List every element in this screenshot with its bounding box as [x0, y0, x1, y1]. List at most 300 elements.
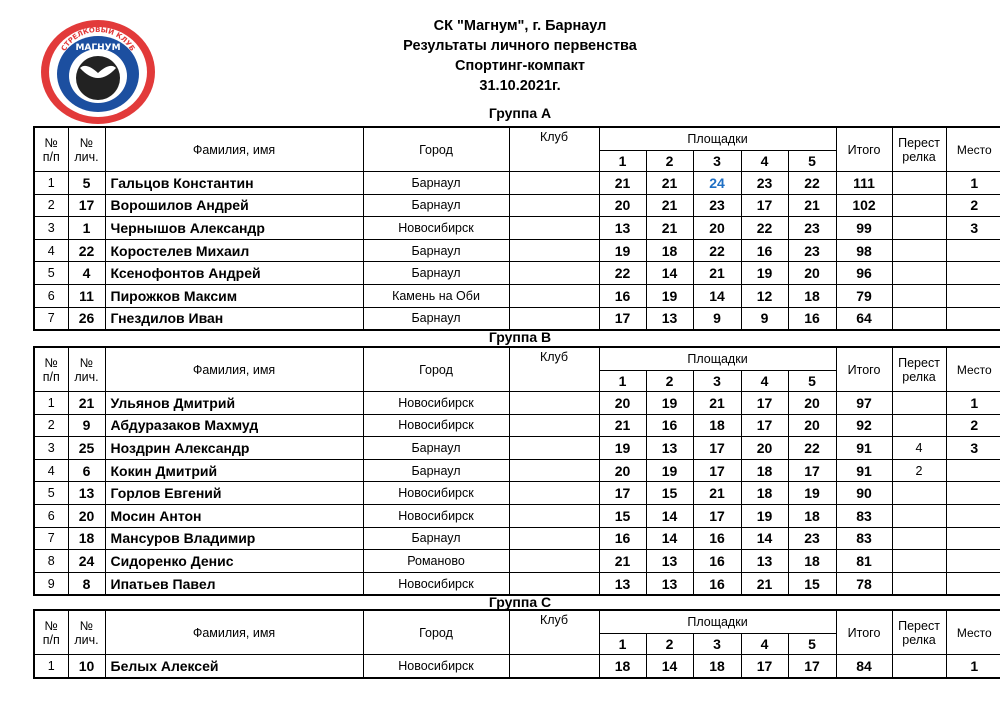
row-shootoff	[892, 262, 946, 285]
row-site-score-5: 20	[788, 414, 836, 437]
row-place	[946, 482, 1000, 505]
header-title: Результаты личного первенства	[403, 38, 637, 54]
row-license: 20	[68, 504, 105, 527]
row-total: 90	[836, 482, 892, 505]
col-header-lic-top: №	[79, 618, 94, 633]
col-header-site-5: 5	[788, 371, 836, 392]
row-name: Ксенофонтов Андрей	[105, 262, 363, 285]
col-header-city: Город	[363, 127, 509, 172]
row-site-score-3: 20	[693, 217, 741, 240]
row-place	[946, 239, 1000, 262]
row-site-score-5: 23	[788, 527, 836, 550]
row-total: 79	[836, 284, 892, 307]
col-header-site-3: 3	[693, 151, 741, 172]
row-index: 3	[34, 217, 68, 240]
row-license: 22	[68, 239, 105, 262]
col-header-shootoff	[892, 610, 946, 655]
row-site-score-5: 22	[788, 437, 836, 460]
row-site-score-2: 21	[646, 217, 693, 240]
row-place	[946, 459, 1000, 482]
table-row	[34, 262, 1000, 285]
row-place: 2	[946, 414, 1000, 437]
row-site-score-1: 21	[599, 550, 646, 573]
row-club	[509, 527, 599, 550]
club-logo	[38, 18, 158, 126]
row-name: Мансуров Владимир	[105, 527, 363, 550]
col-header-site-5: 5	[788, 151, 836, 172]
row-shootoff	[892, 655, 946, 678]
row-index: 2	[34, 414, 68, 437]
row-site-score-4: 16	[741, 239, 788, 262]
row-club	[509, 459, 599, 482]
results-table	[33, 609, 1000, 679]
row-city: Барнаул	[363, 307, 509, 330]
row-index: 9	[34, 572, 68, 595]
col-header-lic-bottom: лич.	[74, 369, 99, 384]
row-site-score-3: 18	[693, 414, 741, 437]
row-place: 1	[946, 172, 1000, 195]
table-header-row	[34, 127, 1000, 151]
row-place	[946, 572, 1000, 595]
row-site-score-4: 17	[741, 414, 788, 437]
col-header-city: Город	[363, 347, 509, 392]
col-header-shootoff-bottom: релка	[902, 632, 936, 647]
row-site-score-2: 19	[646, 284, 693, 307]
row-place	[946, 284, 1000, 307]
row-name: Сидоренко Денис	[105, 550, 363, 573]
row-shootoff	[892, 194, 946, 217]
row-index: 1	[34, 392, 68, 415]
col-header-site-3: 3	[693, 371, 741, 392]
row-shootoff: 2	[892, 459, 946, 482]
row-club	[509, 262, 599, 285]
row-total: 96	[836, 262, 892, 285]
row-city: Барнаул	[363, 459, 509, 482]
row-site-score-5: 16	[788, 307, 836, 330]
row-site-score-3: 23	[693, 194, 741, 217]
col-header-lic	[68, 347, 105, 392]
row-club	[509, 504, 599, 527]
row-site-score-2: 16	[646, 414, 693, 437]
row-site-score-3: 14	[693, 284, 741, 307]
row-shootoff	[892, 527, 946, 550]
table-row	[34, 414, 1000, 437]
row-city: Новосибирск	[363, 217, 509, 240]
row-site-score-2: 13	[646, 572, 693, 595]
row-club	[509, 414, 599, 437]
col-header-city: Город	[363, 610, 509, 655]
row-total: 64	[836, 307, 892, 330]
col-header-site-5: 5	[788, 634, 836, 655]
row-site-score-4: 19	[741, 262, 788, 285]
row-site-score-3: 17	[693, 437, 741, 460]
col-header-total: Итого	[836, 610, 892, 655]
table-row	[34, 550, 1000, 573]
row-place: 3	[946, 437, 1000, 460]
row-name: Чернышов Александр	[105, 217, 363, 240]
table-row	[34, 172, 1000, 195]
row-club	[509, 572, 599, 595]
row-club	[509, 194, 599, 217]
header-discipline: Спортинг-компакт	[454, 58, 586, 74]
row-site-score-1: 21	[599, 172, 646, 195]
row-license: 10	[68, 655, 105, 678]
row-name: Гнездилов Иван	[105, 307, 363, 330]
table-row	[34, 284, 1000, 307]
row-name: Коростелев Михаил	[105, 239, 363, 262]
row-name: Ноздрин Александр	[105, 437, 363, 460]
col-header-site-2: 2	[646, 371, 693, 392]
row-city: Камень на Оби	[363, 284, 509, 307]
row-license: 21	[68, 392, 105, 415]
row-site-score-1: 20	[599, 194, 646, 217]
row-site-score-5: 20	[788, 392, 836, 415]
col-header-shootoff	[892, 347, 946, 392]
row-total: 92	[836, 414, 892, 437]
col-header-site-4: 4	[741, 371, 788, 392]
table-row	[34, 239, 1000, 262]
row-license: 17	[68, 194, 105, 217]
row-site-score-5: 22	[788, 172, 836, 195]
row-total: 91	[836, 459, 892, 482]
row-site-score-2: 13	[646, 437, 693, 460]
header-club: СК "Магнум", г. Барнаул	[433, 18, 607, 34]
row-site-score-1: 17	[599, 482, 646, 505]
row-license: 4	[68, 262, 105, 285]
row-club	[509, 239, 599, 262]
header-date: 31.10.2021г.	[479, 78, 561, 94]
document-header	[300, 16, 740, 96]
col-header-sites: Площадки	[599, 127, 836, 151]
table-row	[34, 392, 1000, 415]
row-site-score-5: 18	[788, 550, 836, 573]
row-city: Романово	[363, 550, 509, 573]
row-site-score-4: 18	[741, 459, 788, 482]
row-index: 6	[34, 284, 68, 307]
group-b-title: Группа В	[488, 329, 552, 345]
row-site-score-4: 19	[741, 504, 788, 527]
row-site-score-1: 20	[599, 459, 646, 482]
row-site-score-2: 18	[646, 239, 693, 262]
logo-text: МАГНУМ	[75, 43, 121, 53]
row-index: 5	[34, 482, 68, 505]
row-index: 2	[34, 194, 68, 217]
row-site-score-5: 17	[788, 459, 836, 482]
row-shootoff: 4	[892, 437, 946, 460]
row-place	[946, 504, 1000, 527]
row-name: Ипатьев Павел	[105, 572, 363, 595]
row-site-score-2: 19	[646, 392, 693, 415]
col-header-no-bottom: п/п	[42, 632, 60, 647]
row-site-score-4: 20	[741, 437, 788, 460]
row-shootoff	[892, 172, 946, 195]
row-site-score-1: 13	[599, 572, 646, 595]
row-total: 81	[836, 550, 892, 573]
row-name: Пирожков Максим	[105, 284, 363, 307]
results-table	[33, 126, 1000, 331]
row-name: Белых Алексей	[105, 655, 363, 678]
row-site-score-4: 17	[741, 655, 788, 678]
row-total: 98	[836, 239, 892, 262]
row-index: 4	[34, 239, 68, 262]
row-name: Ворошилов Андрей	[105, 194, 363, 217]
col-header-club: Клуб	[509, 610, 599, 655]
row-site-score-1: 21	[599, 414, 646, 437]
col-header-club: Клуб	[509, 347, 599, 392]
col-header-shootoff-bottom: релка	[902, 369, 936, 384]
row-site-score-4: 17	[741, 392, 788, 415]
row-site-score-1: 15	[599, 504, 646, 527]
col-header-no-top: №	[44, 355, 58, 370]
logo-arc-text-top: СТРЕЛКОВЫЙ КЛУБ	[59, 25, 137, 53]
row-site-score-3: 17	[693, 459, 741, 482]
row-place: 3	[946, 217, 1000, 240]
row-name: Ульянов Дмитрий	[105, 392, 363, 415]
row-site-score-5: 18	[788, 504, 836, 527]
row-name: Абдуразаков Махмуд	[105, 414, 363, 437]
row-index: 5	[34, 262, 68, 285]
row-license: 11	[68, 284, 105, 307]
col-header-no-bottom: п/п	[42, 369, 60, 384]
row-license: 24	[68, 550, 105, 573]
col-header-shootoff-bottom: релка	[902, 149, 936, 164]
table-row	[34, 572, 1000, 595]
row-license: 13	[68, 482, 105, 505]
row-shootoff	[892, 217, 946, 240]
row-city: Барнаул	[363, 239, 509, 262]
col-header-no	[34, 347, 68, 392]
row-site-score-1: 18	[599, 655, 646, 678]
col-header-lic-bottom: лич.	[74, 632, 99, 647]
row-index: 1	[34, 172, 68, 195]
col-header-shootoff	[892, 127, 946, 172]
row-site-score-4: 21	[741, 572, 788, 595]
row-site-score-1: 16	[599, 527, 646, 550]
col-header-name: Фамилия, имя	[105, 347, 363, 392]
row-shootoff	[892, 414, 946, 437]
row-license: 8	[68, 572, 105, 595]
row-index: 3	[34, 437, 68, 460]
row-site-score-2: 13	[646, 550, 693, 573]
row-site-score-5: 23	[788, 239, 836, 262]
row-index: 7	[34, 307, 68, 330]
row-shootoff	[892, 550, 946, 573]
row-club	[509, 482, 599, 505]
row-place: 1	[946, 392, 1000, 415]
row-total: 78	[836, 572, 892, 595]
table-row	[34, 459, 1000, 482]
table-row	[34, 217, 1000, 240]
row-total: 99	[836, 217, 892, 240]
row-city: Барнаул	[363, 527, 509, 550]
row-site-score-5: 21	[788, 194, 836, 217]
row-club	[509, 550, 599, 573]
row-shootoff	[892, 307, 946, 330]
row-index: 8	[34, 550, 68, 573]
row-city: Новосибирск	[363, 414, 509, 437]
row-club	[509, 307, 599, 330]
table-header-row	[34, 610, 1000, 634]
col-header-no-top: №	[44, 135, 58, 150]
col-header-sites: Площадки	[599, 610, 836, 634]
col-header-shootoff-top: Перест	[898, 135, 940, 150]
row-place	[946, 550, 1000, 573]
col-header-site-2: 2	[646, 151, 693, 172]
col-header-no	[34, 127, 68, 172]
table-row	[34, 482, 1000, 505]
row-site-score-4: 13	[741, 550, 788, 573]
row-site-score-5: 19	[788, 482, 836, 505]
row-shootoff	[892, 572, 946, 595]
row-total: 84	[836, 655, 892, 678]
row-name: Кокин Дмитрий	[105, 459, 363, 482]
row-site-score-4: 17	[741, 194, 788, 217]
row-place: 1	[946, 655, 1000, 678]
row-shootoff	[892, 504, 946, 527]
row-site-score-1: 13	[599, 217, 646, 240]
row-club	[509, 217, 599, 240]
table-row	[34, 504, 1000, 527]
row-site-score-5: 20	[788, 262, 836, 285]
col-header-no-bottom: п/п	[42, 149, 60, 164]
row-site-score-5: 18	[788, 284, 836, 307]
col-header-site-4: 4	[741, 634, 788, 655]
col-header-lic-top: №	[79, 135, 94, 150]
table-row	[34, 527, 1000, 550]
row-city: Новосибирск	[363, 392, 509, 415]
row-index: 4	[34, 459, 68, 482]
row-total: 83	[836, 527, 892, 550]
col-header-place: Место	[946, 347, 1000, 392]
col-header-lic-top: №	[79, 355, 94, 370]
row-city: Барнаул	[363, 262, 509, 285]
row-site-score-5: 23	[788, 217, 836, 240]
col-header-site-1: 1	[599, 151, 646, 172]
row-site-score-3: 24	[693, 172, 741, 195]
row-total: 91	[836, 437, 892, 460]
row-site-score-1: 22	[599, 262, 646, 285]
col-header-shootoff-top: Перест	[898, 618, 940, 633]
row-site-score-3: 9	[693, 307, 741, 330]
row-total: 97	[836, 392, 892, 415]
row-city: Барнаул	[363, 172, 509, 195]
row-license: 18	[68, 527, 105, 550]
row-index: 7	[34, 527, 68, 550]
row-site-score-1: 20	[599, 392, 646, 415]
row-site-score-3: 22	[693, 239, 741, 262]
row-club	[509, 284, 599, 307]
col-header-total: Итого	[836, 127, 892, 172]
col-header-place: Место	[946, 610, 1000, 655]
row-city: Новосибирск	[363, 655, 509, 678]
row-name: Горлов Евгений	[105, 482, 363, 505]
row-site-score-3: 16	[693, 527, 741, 550]
row-site-score-2: 21	[646, 194, 693, 217]
row-city: Новосибирск	[363, 482, 509, 505]
row-city: Барнаул	[363, 194, 509, 217]
row-site-score-2: 14	[646, 527, 693, 550]
col-header-club: Клуб	[509, 127, 599, 172]
row-site-score-4: 12	[741, 284, 788, 307]
row-place	[946, 262, 1000, 285]
row-city: Барнаул	[363, 437, 509, 460]
row-site-score-2: 14	[646, 655, 693, 678]
row-license: 6	[68, 459, 105, 482]
row-club	[509, 437, 599, 460]
row-total: 83	[836, 504, 892, 527]
col-header-lic-bottom: лич.	[74, 149, 99, 164]
row-site-score-3: 18	[693, 655, 741, 678]
col-header-site-3: 3	[693, 634, 741, 655]
row-place	[946, 307, 1000, 330]
row-site-score-1: 17	[599, 307, 646, 330]
col-header-lic	[68, 127, 105, 172]
col-header-lic	[68, 610, 105, 655]
row-name: Мосин Антон	[105, 504, 363, 527]
results-table	[33, 346, 1000, 596]
table-header-row	[34, 347, 1000, 371]
row-site-score-1: 19	[599, 239, 646, 262]
col-header-total: Итого	[836, 347, 892, 392]
row-site-score-4: 18	[741, 482, 788, 505]
col-header-site-2: 2	[646, 634, 693, 655]
row-club	[509, 655, 599, 678]
row-site-score-3: 16	[693, 572, 741, 595]
row-site-score-2: 14	[646, 262, 693, 285]
table-row	[34, 307, 1000, 330]
col-header-name: Фамилия, имя	[105, 610, 363, 655]
row-index: 1	[34, 655, 68, 678]
row-license: 1	[68, 217, 105, 240]
row-license: 5	[68, 172, 105, 195]
group-a-title: Группа А	[488, 105, 552, 121]
col-header-site-1: 1	[599, 371, 646, 392]
col-header-place: Место	[946, 127, 1000, 172]
col-header-sites: Площадки	[599, 347, 836, 371]
row-site-score-3: 21	[693, 262, 741, 285]
row-license: 25	[68, 437, 105, 460]
row-license: 9	[68, 414, 105, 437]
col-header-name: Фамилия, имя	[105, 127, 363, 172]
table-row	[34, 655, 1000, 678]
row-shootoff	[892, 284, 946, 307]
row-site-score-2: 15	[646, 482, 693, 505]
row-site-score-4: 22	[741, 217, 788, 240]
table-row	[34, 194, 1000, 217]
row-site-score-3: 21	[693, 482, 741, 505]
row-site-score-4: 14	[741, 527, 788, 550]
row-club	[509, 392, 599, 415]
row-place: 2	[946, 194, 1000, 217]
col-header-no-top: №	[44, 618, 58, 633]
row-shootoff	[892, 239, 946, 262]
row-total: 111	[836, 172, 892, 195]
row-site-score-1: 16	[599, 284, 646, 307]
row-site-score-2: 19	[646, 459, 693, 482]
row-site-score-1: 19	[599, 437, 646, 460]
col-header-shootoff-top: Перест	[898, 355, 940, 370]
row-site-score-2: 14	[646, 504, 693, 527]
row-club	[509, 172, 599, 195]
row-city: Новосибирск	[363, 504, 509, 527]
row-place	[946, 527, 1000, 550]
row-site-score-4: 23	[741, 172, 788, 195]
row-site-score-2: 21	[646, 172, 693, 195]
row-index: 6	[34, 504, 68, 527]
group-c-title: Группа С	[488, 594, 552, 610]
table-row	[34, 437, 1000, 460]
col-header-site-4: 4	[741, 151, 788, 172]
